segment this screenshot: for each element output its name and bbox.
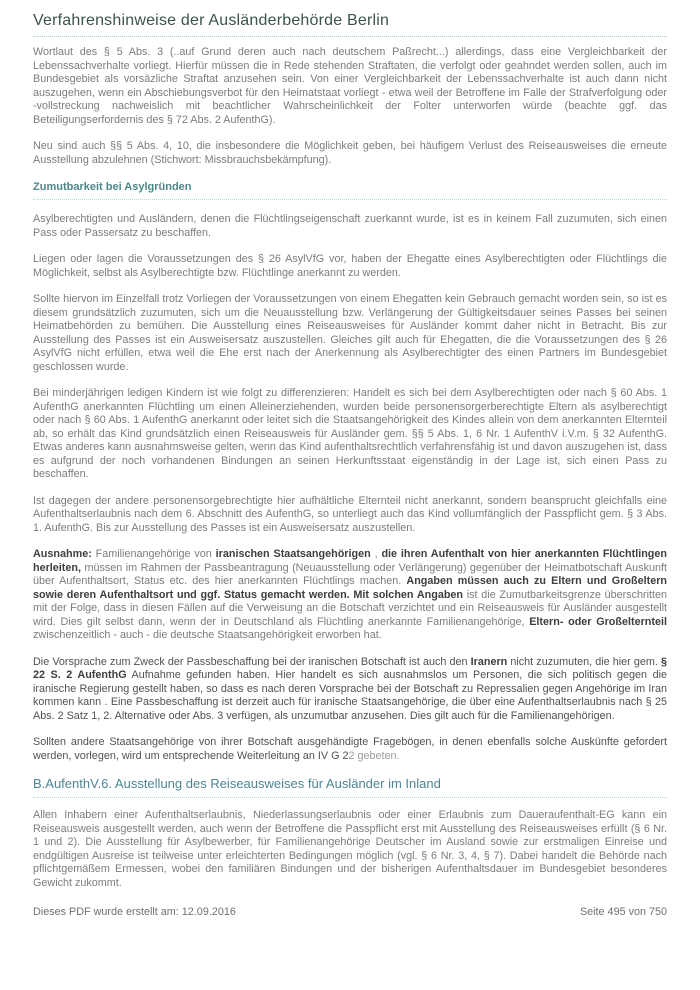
text-run-bold: § 22 S. 2 AufenthG [33,655,667,681]
section-heading-zumutbarkeit: Zumutbarkeit bei Asylgründen [33,181,667,200]
text-run-bold: Eltern- oder Großelternteil [529,615,667,628]
section-heading-ausstellung: B.AufenthV.6. Ausstellung des Reiseausweises für Ausländer im Inland [33,776,667,798]
paragraph-asylberechtigte: Asylberechtigten und Ausländern, denen die Flüchtlingseigenschaft zuerkannt wurde, ist es in keinem Fall zuzumuten, sich einen Pass oder Passersatz zu beschaffen. [33,213,667,239]
text-run-muted: 2 gebeten. [348,749,400,762]
text-run: zwischenzeitlich - auch - die deutsche Staatsangehörigkeit erworben hat. [33,629,382,641]
paragraph-wortlaut: Wortlaut des § 5 Abs. 3 (..auf Grund deren auch nach deutschem Paßrecht...) allerdings, dass eine Vergleichbarkeit der Lebenssachverhalte vorliegt. Hierfür müssen die in Rede stehenden Straftaten, die verfolgt oder geahndet werden sollen, auch im Bundesgebiet als vorsäzliche Straftat anzusehen sein. Von einer Vergleichbarkeit der Lebenssachverhalte ist auch dann nicht auszugehen, wenn ein Abschiebungsverbot für den Heimatstaat vorliegt - etwa weil der Betroffene im Falle der Strafverfolgung oder -vollstreckung nachweislich mit beachtlicher Wahrscheinlichkeit der Folter unterworfen würde (beachte ggf. das Beteiligungserfordernis des § 72 Abs. 2 AufenthG). [33,46,667,126]
text-run: Sollten andere Staatsangehörige von ihrer Botschaft ausgehändigte Fragebögen, in denen ebenfalls solche Auskünfte gefordert werden, vorlegen, wird um entsprechende Weiterleitung an IV G 2 [33,736,667,762]
paragraph-vorsprache-botschaft [33,656,667,724]
page-title: Verfahrenshinweise der Ausländerbehörde Berlin [33,12,667,37]
text-run-bold: iranischen Staatsangehörigen [215,548,371,560]
paragraph-neu-sind: Neu sind auch §§ 5 Abs. 4, 10, die insbesondere die Möglichkeit geben, bei häufigem Verlust des Reiseausweises die erneute Ausstellung abzulehnen (Stichwort: Missbrauchsbekämpfung). [33,140,667,166]
paragraph-minderjaehrige-kinder: Bei minderjährigen ledigen Kindern ist wie folgt zu differenzieren: Handelt es sich bei dem Asylberechtigten oder nach § 60 Abs. 1 AufenthG anerkannten Flüchtling um einen Alleinerziehenden, wurden beide personensorgerberechtigte Eltern als asylberechtigt oder nach § 60 Abs. 1 AufenthG anerkannt oder leitet sich die Staatsangehörigkeit des Kindes allein von dem anerkannten Elternteil ab, so erhält das Kind grundsätzlich einen Reiseausweis für Ausländer gem. §§ 5 Abs. 1, 6 Nr. 1 AufenthV i.V.m. § 32 AufenthG. Etwas anderes kann ausnahmsweise gelten, wenn das Kind aufenthaltsrechtlich verfahrensfähig ist und davon auszugehen ist, dass es aufgrund der noch vorhandenen Bindungen an seinen Herkunftsstaat eigenständig in der Lage ist, sich einen Pass zu beschaffen. [33,387,667,480]
text-run: ist die Zumutbarkeitsgrenze überschritten mit der Folge, dass in diesen Fällen auf die Verweisung an die Botschaft verzichtet und ein Reiseausweis für Ausländer ausgestellt wird. Dies gilt selbst dann, wenn der in Deutschland als Flüchtling anerkannte Familienangehörige, [33,588,667,628]
paragraph-sollte-hiervon: Sollte hiervon im Einzelfall trotz Vorliegen der Voraussetzungen von einem Ehegatten kein Gebrauch gemacht worden sein, so ist es diesem grundsätzlich zuzumuten, sich um die Neuausstellung bzw. Verlängerung der Gültigkeitsdauer seines Passes bei seinen Heimatbehörden zu bemühen. Die Ausstellung eines Reiseausweises für Ausländer kommt daher nicht in Betracht. Bis zur Ausstellung des Passes ist ein Ausweisersatz auszustellen. Gleiches gilt auch für Ehegatten, die die Voraussetzungen des § 26 AsylVfG nicht erfüllen, etwa weil die Ehe erst nach der Anerkennung als Asylberechtigter des einen Partners im Bundesgebiet geschlossen wurde. [33,293,667,373]
text-run: Aufnahme gefunden haben. Hier handelt es sich ausnahmslos um Personen, die sich politisch gegen die iranische Regierung gestellt haben, so dass es nach deren Vorsprache bei der Botschaft zu Repressalien gegen Angehörige im Iran kommen kann . Eine Passbeschaffung ist derzeit auch für iranische Staatsangehörige, die über eine Aufenthaltserlaubnis nach § 25 Abs. 2 Satz 1, 2. Alternative oder Abs. 3 verfügen, als unzumutbar anzusehen. Dies gilt auch für die Familienangehörigen. [33,669,667,722]
footer-page-number: Seite 495 von 750 [579,906,667,918]
page-footer [33,906,667,918]
text-run: nicht zuzumuten, die hier gem. [507,655,661,668]
text-run-bold: Angaben müssen auch zu Eltern und Großeltern sowie deren Aufenthaltsort und ggf. Status gemacht werden. Mit solchen Angaben [33,575,667,601]
text-run: Familienangehörige von [91,548,216,560]
text-run: , [370,548,382,560]
text-run-bold: Iranern [470,655,508,668]
paragraph-sollten-andere [33,736,667,763]
text-run-bold: Ausnahme: [33,548,92,560]
paragraph-ausnahme-iran [33,548,667,643]
paragraph-ist-dagegen: Ist dagegen der andere personensorgebrechtigte hier aufhältliche Elternteil nicht anerkannt, sondern beansprucht gleichfalls eine Aufenthaltserlaubnis nach dem 6. Abschnitt des AufenthG, so unterliegt auch das Kind vollumfänglich der Passpflicht gem. § 3 Abs. 1. AufenthG. Bis zur Ausstellung des Passes ist ein Ausweisersatz auszustellen. [33,494,667,534]
text-run: Die Vorsprache zum Zweck der Passbeschaffung bei der iranischen Botschaft ist auch den [33,655,471,668]
text-run: müssen im Rahmen der Passbeantragung (Neuausstellung oder Verlängerung) gegenüber der Heimatbotschaft Auskunft über Aufenthaltsort, Status etc. des hier anerkannten Flüchtlings machen. [33,561,667,587]
paragraph-allen-inhabern: Allen Inhabern einer Aufenthaltserlaubnis, Niederlassungserlaubnis oder einer Erlaubnis zum Daueraufenthalt-EG kann ein Reiseausweis ausgestellt werden, auch wenn der Betroffene die Passpflicht erst mit Ausstellung des Reiseausweises erfüllt (§ 6 Nr. 1 und 2). Die Ausstellung für Asylbewerber, für Familienangehörige Deutscher im Ausland sowie zur erstmaligen Einreise und endgültigen Ausreise ist teilweise unter erleichterten Bedingungen möglich (vgl. § 6 Nr. 3, 4, § 7). Dabei handelt die Behörde nach pflichtgemäßem Ermessen, wobei den familiären Bindungen und der bisherigen Aufenthaltsdauer im Bundesgebiet besonderes Gewicht zukommt. [33,809,667,889]
text-run-bold: die ihren Aufenthalt von hier anerkannten Flüchtlingen herleiten, [33,548,667,574]
footer-created-date: Dieses PDF wurde erstellt am: 12.09.2016 [33,906,236,918]
paragraph-voraussetzungen: Liegen oder lagen die Voraussetzungen des § 26 AsylVfG vor, haben der Ehegatte eines Asylberechtigten oder Flüchtlings die Möglichkeit, selbst als Asylberechtigte bzw. Flüchtlinge anerkannt zu werden. [33,253,667,279]
